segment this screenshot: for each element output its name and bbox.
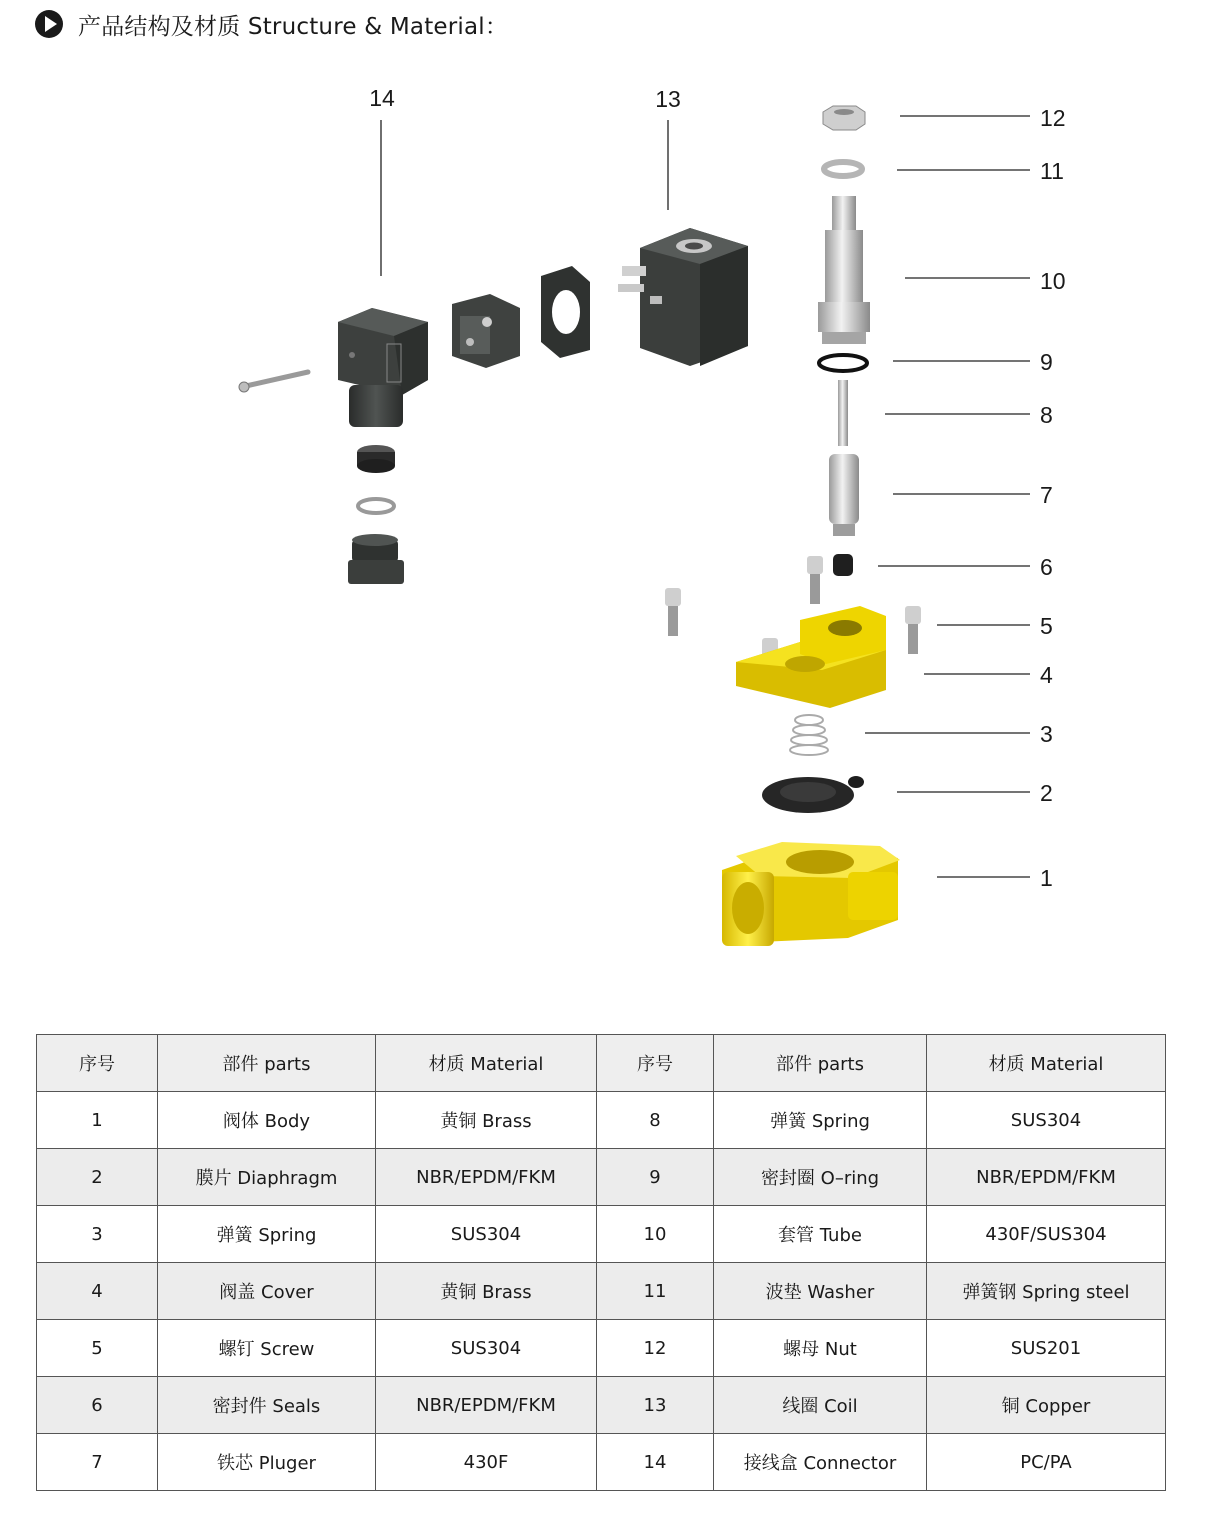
- part-tube: [818, 196, 870, 344]
- part-cover: [736, 606, 886, 708]
- cable-gland-nut: [348, 534, 404, 584]
- table-row: [37, 1434, 1166, 1491]
- callout-1: [937, 865, 1053, 891]
- cable-gland-seal: [357, 445, 395, 473]
- table-cell: 7: [37, 1434, 158, 1491]
- table-cell: 430F/SUS304: [927, 1206, 1166, 1263]
- svg-text:2: 2: [1040, 780, 1053, 806]
- table-cell: 套管 Tube: [714, 1206, 927, 1263]
- exploded-view-diagram: [0, 50, 1210, 1000]
- header-material: 材质 Material: [927, 1035, 1166, 1092]
- table-cell: 螺母 Nut: [714, 1320, 927, 1377]
- table-cell: SUS304: [927, 1092, 1166, 1149]
- part-washer: [824, 162, 862, 176]
- svg-text:9: 9: [1040, 349, 1053, 375]
- part-connector: [239, 266, 590, 584]
- table-cell: 5: [37, 1320, 158, 1377]
- header-index: 序号: [37, 1035, 158, 1092]
- table-cell: 14: [597, 1434, 714, 1491]
- connector-screw: [239, 372, 308, 392]
- table-cell: 13: [597, 1377, 714, 1434]
- svg-text:12: 12: [1040, 105, 1066, 131]
- part-nut: [823, 106, 865, 130]
- table-row: [37, 1263, 1166, 1320]
- svg-text:6: 6: [1040, 554, 1053, 580]
- table-cell: 11: [597, 1263, 714, 1320]
- svg-text:1: 1: [1040, 865, 1053, 891]
- callout-7: [893, 482, 1053, 508]
- section-title: 产品结构及材质 Structure & Material：: [78, 13, 509, 40]
- table-cell: SUS201: [927, 1320, 1166, 1377]
- callout-12: [900, 105, 1066, 131]
- part-diaphragm: [762, 776, 864, 813]
- table-row: [37, 1377, 1166, 1434]
- table-cell: 接线盒 Connector: [714, 1434, 927, 1491]
- header-parts: 部件 parts: [714, 1035, 927, 1092]
- callout-8: [885, 402, 1053, 428]
- header-index: 序号: [597, 1035, 714, 1092]
- table-cell: 阀盖 Cover: [158, 1263, 376, 1320]
- table-cell: 黄铜 Brass: [376, 1263, 597, 1320]
- table-cell: 6: [37, 1377, 158, 1434]
- callout-9: [893, 349, 1053, 375]
- table-row: [37, 1149, 1166, 1206]
- table-cell: 膜片 Diaphragm: [158, 1149, 376, 1206]
- table-cell: SUS304: [376, 1206, 597, 1263]
- svg-text:3: 3: [1040, 721, 1053, 747]
- play-circle-icon: [34, 9, 64, 39]
- parts-material-table: [36, 1034, 1166, 1491]
- section-header: [34, 8, 508, 40]
- callout-5: [937, 613, 1053, 639]
- callout-2: [897, 780, 1053, 806]
- svg-text:11: 11: [1040, 158, 1064, 184]
- table-cell: 2: [37, 1149, 158, 1206]
- table-cell: 密封圈 O–ring: [714, 1149, 927, 1206]
- table-cell: 铁芯 Pluger: [158, 1434, 376, 1491]
- table-cell: NBR/EPDM/FKM: [376, 1377, 597, 1434]
- part-seals: [833, 554, 853, 576]
- svg-text:10: 10: [1040, 268, 1066, 294]
- callout-3: [865, 721, 1053, 747]
- part-body: [722, 842, 900, 946]
- callout-14: [369, 85, 395, 276]
- part-spring-small: [838, 380, 848, 446]
- callout-4: [924, 662, 1053, 688]
- cable-gland-washer: [358, 499, 394, 513]
- table-cell: 8: [597, 1092, 714, 1149]
- part-spring-large: [790, 715, 828, 755]
- table-header-row: [37, 1035, 1166, 1092]
- svg-text:14: 14: [369, 85, 395, 111]
- callout-11: [897, 158, 1064, 184]
- terminal-block: [452, 294, 520, 368]
- svg-text:7: 7: [1040, 482, 1053, 508]
- callout-13: [655, 86, 681, 210]
- table-cell: 9: [597, 1149, 714, 1206]
- table-cell: 3: [37, 1206, 158, 1263]
- table-cell: SUS304: [376, 1320, 597, 1377]
- table-cell: 螺钉 Screw: [158, 1320, 376, 1377]
- header-material: 材质 Material: [376, 1035, 597, 1092]
- table-cell: PC/PA: [927, 1434, 1166, 1491]
- table-cell: 阀体 Body: [158, 1092, 376, 1149]
- svg-text:5: 5: [1040, 613, 1053, 639]
- table-cell: 弹簧钢 Spring steel: [927, 1263, 1166, 1320]
- table-cell: NBR/EPDM/FKM: [376, 1149, 597, 1206]
- table-cell: 弹簧 Spring: [714, 1092, 927, 1149]
- callout-6: [878, 554, 1053, 580]
- table-row: [37, 1092, 1166, 1149]
- table-row: [37, 1206, 1166, 1263]
- table-cell: 12: [597, 1320, 714, 1377]
- table-cell: 黄铜 Brass: [376, 1092, 597, 1149]
- table-cell: 铜 Copper: [927, 1377, 1166, 1434]
- table-cell: 波垫 Washer: [714, 1263, 927, 1320]
- table-row: [37, 1320, 1166, 1377]
- svg-text:4: 4: [1040, 662, 1053, 688]
- table-cell: 4: [37, 1263, 158, 1320]
- header-parts: 部件 parts: [158, 1035, 376, 1092]
- callout-10: [905, 268, 1066, 294]
- part-coil: [618, 228, 748, 366]
- table-cell: 10: [597, 1206, 714, 1263]
- svg-text:13: 13: [655, 86, 681, 112]
- table-cell: 1: [37, 1092, 158, 1149]
- table-cell: 线圈 Coil: [714, 1377, 927, 1434]
- connector-housing: [338, 308, 428, 427]
- part-plunger: [829, 454, 859, 536]
- table-cell: 430F: [376, 1434, 597, 1491]
- table-cell: NBR/EPDM/FKM: [927, 1149, 1166, 1206]
- table-cell: 弹簧 Spring: [158, 1206, 376, 1263]
- table-cell: 密封件 Seals: [158, 1377, 376, 1434]
- connector-gasket: [541, 266, 590, 358]
- svg-text:8: 8: [1040, 402, 1053, 428]
- part-o-ring: [819, 355, 867, 371]
